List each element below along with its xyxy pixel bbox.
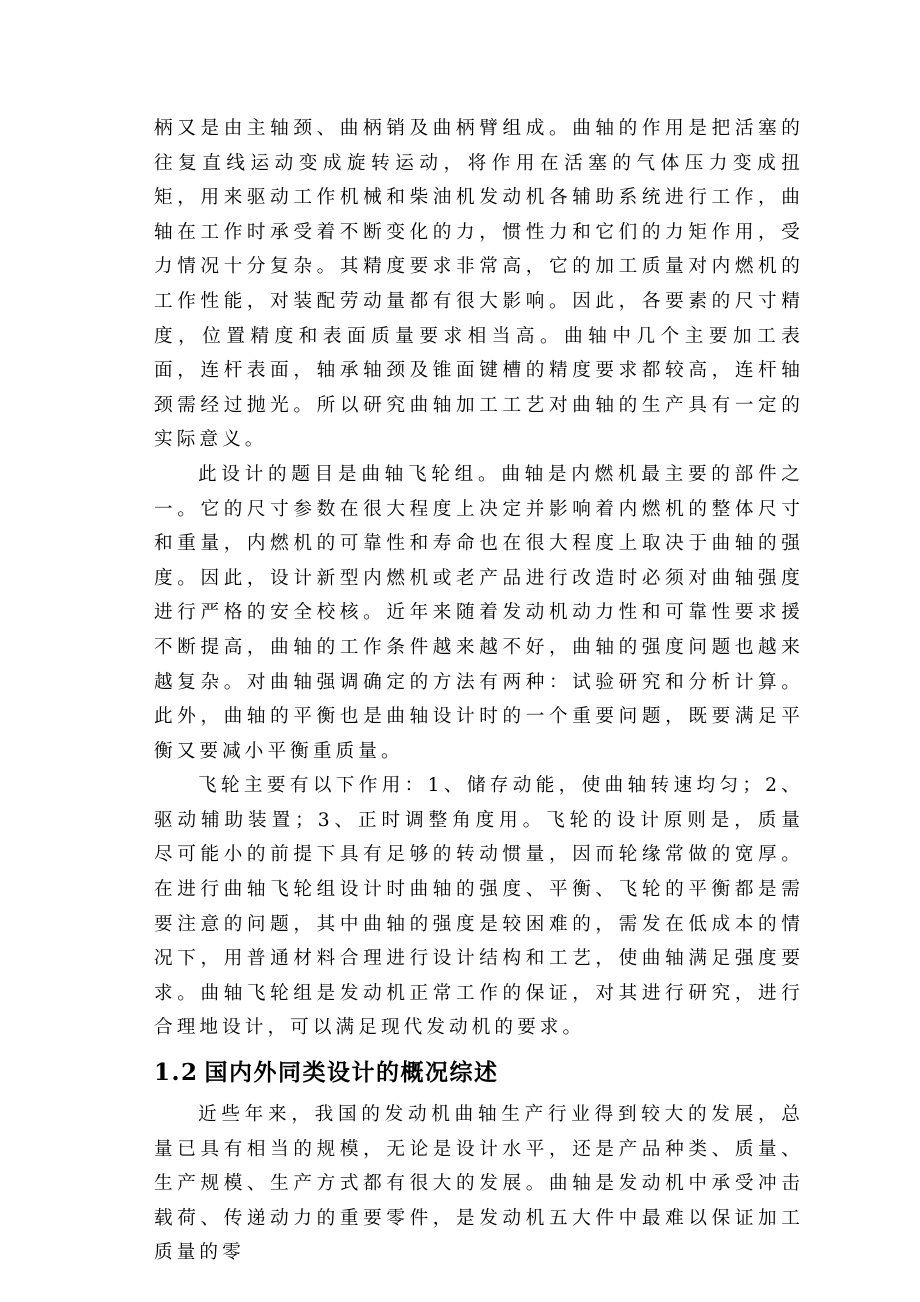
paragraph-overview: 近些年来，我国的发动机曲轴生产行业得到较大的发展，总量已具有相当的规模，无论是设计水平，还是产品种类、质量、生产规模、生产方式都有很大的发展。曲轴是发动机中承受冲击载荷、传递动力的重要零件，是发动机五大件中最难以保证加工质量的零 [154, 1104, 804, 1264]
section-title: 国内外同类设计的概况综述 [204, 1059, 499, 1087]
document-page [154, 112, 804, 1271]
section-heading [154, 1052, 804, 1094]
paragraph-flywheel: 飞轮主要有以下作用：1、储存动能，使曲轴转速均匀；2、驱动辅助装置；3、正时调整角度用。飞轮的设计原则是，质量尽可能小的前提下具有足够的转动惯量，因而轮缘常做的宽厚。在进行曲轴飞轮组设计时曲轴的强度、平衡、飞轮的平衡都是需要注意的问题，其中曲轴的强度是较困难的，需发在低成本的情况下，用普通材料合理进行设计结构和工艺，使曲轴满足强度要求。曲轴飞轮组是发动机正常工作的保证，对其进行研究，进行合理地设计，可以满足现代发动机的要求。 [154, 775, 804, 1039]
paragraph-continued: 柄又是由主轴颈、曲柄销及曲柄臂组成。曲轴的作用是把活塞的往复直线运动变成旋转运动，将作用在活塞的气体压力变成扭矩，用来驱动工作机械和柴油机发动机各辅助系统进行工作，曲轴在工作时承受着不断变化的力，惯性力和它们的力矩作用，受力情况十分复杂。其精度要求非常高，它的加工质量对内燃机的工作性能，对装配劳动量都有很大影响。因此，各要素的尺寸精度，位置精度和表面质量要求相当高。曲轴中几个主要加工表面，连杆表面，轴承轴颈及锥面键槽的精度要求都较高，连杆轴颈需经过抛光。所以研究曲轴加工工艺对曲轴的生产具有一定的实际意义。 [154, 118, 804, 451]
paragraph-design-topic: 此设计的题目是曲轴飞轮组。曲轴是内燃机最主要的部件之一。它的尺寸参数在很大程度上决定并影响着内燃机的整体尺寸和重量，内燃机的可靠性和寿命也在很大程度上取决于曲轴的强度。因此，设计新型内燃机或老产品进行改造时必须对曲轴强度进行严格的安全校核。近年来随着发动机动力性和可靠性要求援不断提高，曲轴的工作条件越来越不好，曲轴的强度问题也越来越复杂。对曲轴强调确定的方法有两种：试验研究和分析计算。此外，曲轴的平衡也是曲轴设计时的一个重要问题，既要满足平衡又要减小平衡重质量。 [154, 463, 804, 762]
section-number: 1.2 [154, 1059, 199, 1087]
